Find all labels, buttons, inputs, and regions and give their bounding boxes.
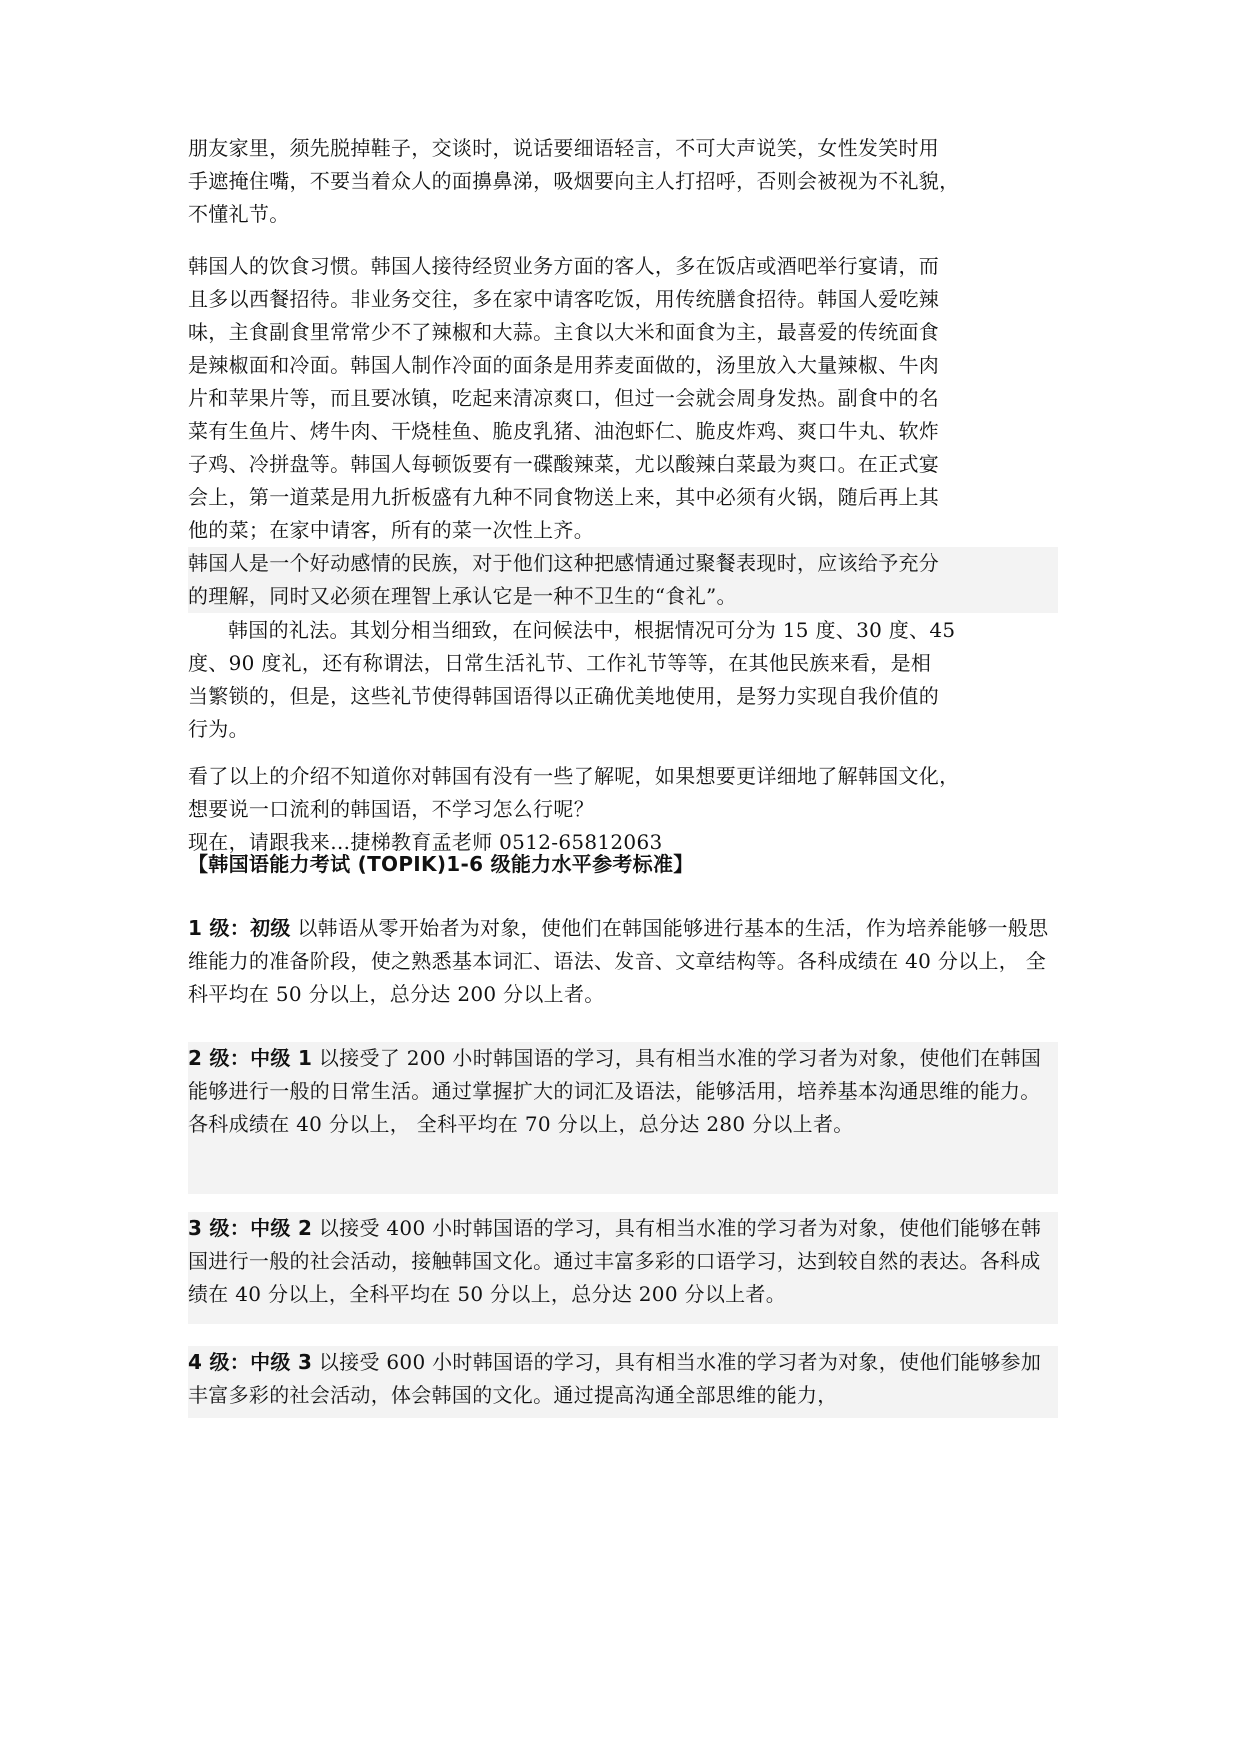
level-label: 1 级：初级 <box>188 916 291 940</box>
level-label: 3 级：中级 2 <box>188 1216 313 1240</box>
paragraph-etiquette-rules: 韩国的礼法。其划分相当细致，在问候法中，根据情况可分为 15 度、30 度、45 度、90 度礼，还有称谓法，日常生活礼节、工作礼节等等，在其他民族来看，是相 当繁锁的，但是，这些礼节使得韩国语得以正确优美地使用，是努力实现自我价值的 行为。 <box>188 618 956 741</box>
paragraph-visiting-etiquette: 朋友家里，须先脱掉鞋子，交谈时，说话要细语轻言，不可大声说笑，女性发笑时用 手遮掩住嘴，不要当着众人的面擤鼻涕，吸烟要向主人打招呼，否则会被视为不礼貌， 不懂礼节。 <box>188 136 960 226</box>
level-text: 以接受 600 小时韩国语的学习，具有相当水准的学习者为对象，使他们能够参加丰富多彩的社会活动，体会韩国的文化。通过提高沟通全部思维的能力， <box>188 1350 1042 1407</box>
level-text: 以接受了 200 小时韩国语的学习，具有相当水准的学习者为对象，使他们在韩国能够进行一般的日常生活。通过掌握扩大的词汇及语法，能够活用，培养基本沟通思维的能力。各科成绩在 40 分以上， 全科平均在 70 分以上，总分达 280 分以上者。 <box>188 1046 1042 1136</box>
topik-level-1 <box>188 912 1058 1011</box>
topik-heading: 【韩国语能力考试 (TOPIK)1-6 级能力水平参考标准】 <box>188 852 694 876</box>
paragraph-contact: 看了以上的介绍不知道你对韩国有没有一些了解呢，如果想要更详细地了解韩国文化， 想要说一口流利的韩国语，不学习怎么行呢？ 现在，请跟我来…捷梯教育孟老师 0512-65812063 <box>188 764 960 854</box>
level-text: 以接受 400 小时韩国语的学习，具有相当水准的学习者为对象，使他们能够在韩国进行一般的社会活动，接触韩国文化。通过丰富多彩的口语学习，达到较自然的表达。各科成绩在 40 分以上，全科平均在 50 分以上，总分达 200 分以上者。 <box>188 1216 1042 1306</box>
paragraph-dining-habits: 韩国人的饮食习惯。韩国人接待经贸业务方面的客人，多在饭店或酒吧举行宴请，而 且多以西餐招待。非业务交往，多在家中请客吃饭，用传统膳食招待。韩国人爱吃辣 味，主食副食里常常少不了辣椒和大蒜。主食以大米和面食为主，最喜爱的传统面食 是辣椒面和冷面。韩国人制作冷面的面条是用荞麦面做的，汤里放入大量辣椒、牛肉 片和苹果片等，而且要冰镇，吃起来清凉爽口，但过一会就会周身发热。副食中的名 菜有生鱼片、烤牛肉、干烧桂鱼、脆皮乳猪、油泡虾仁、脆皮炸鸡、爽口牛丸、软炸 子鸡、冷拼盘等。韩国人每顿饭要有一碟酸辣菜，尤以酸辣白菜最为爽口。在正式宴 会上，第一道菜是用九折板盛有九种不同食物送上来，其中必须有火锅，随后再上其 他的菜；在家中请客，所有的菜一次性上齐。 <box>188 254 940 542</box>
topik-level-2 <box>188 1042 1058 1194</box>
paragraph-emotional-people: 韩国人是一个好动感情的民族，对于他们这种把感情通过聚餐表现时，应该给予充分 的理解，同时又必须在理智上承认它是一种不卫生的“食礼”。 <box>188 547 1058 613</box>
level-label: 2 级：中级 1 <box>188 1046 313 1070</box>
topik-level-4 <box>188 1346 1058 1418</box>
level-label: 4 级：中级 3 <box>188 1350 313 1374</box>
level-text: 以韩语从零开始者为对象，使他们在韩国能够进行基本的生活，作为培养能够一般思维能力的准备阶段，使之熟悉基本词汇、语法、发音、文章结构等。各科成绩在 40 分以上， 全科平均在 50 分以上，总分达 200 分以上者。 <box>188 916 1049 1006</box>
topik-level-3 <box>188 1212 1058 1324</box>
